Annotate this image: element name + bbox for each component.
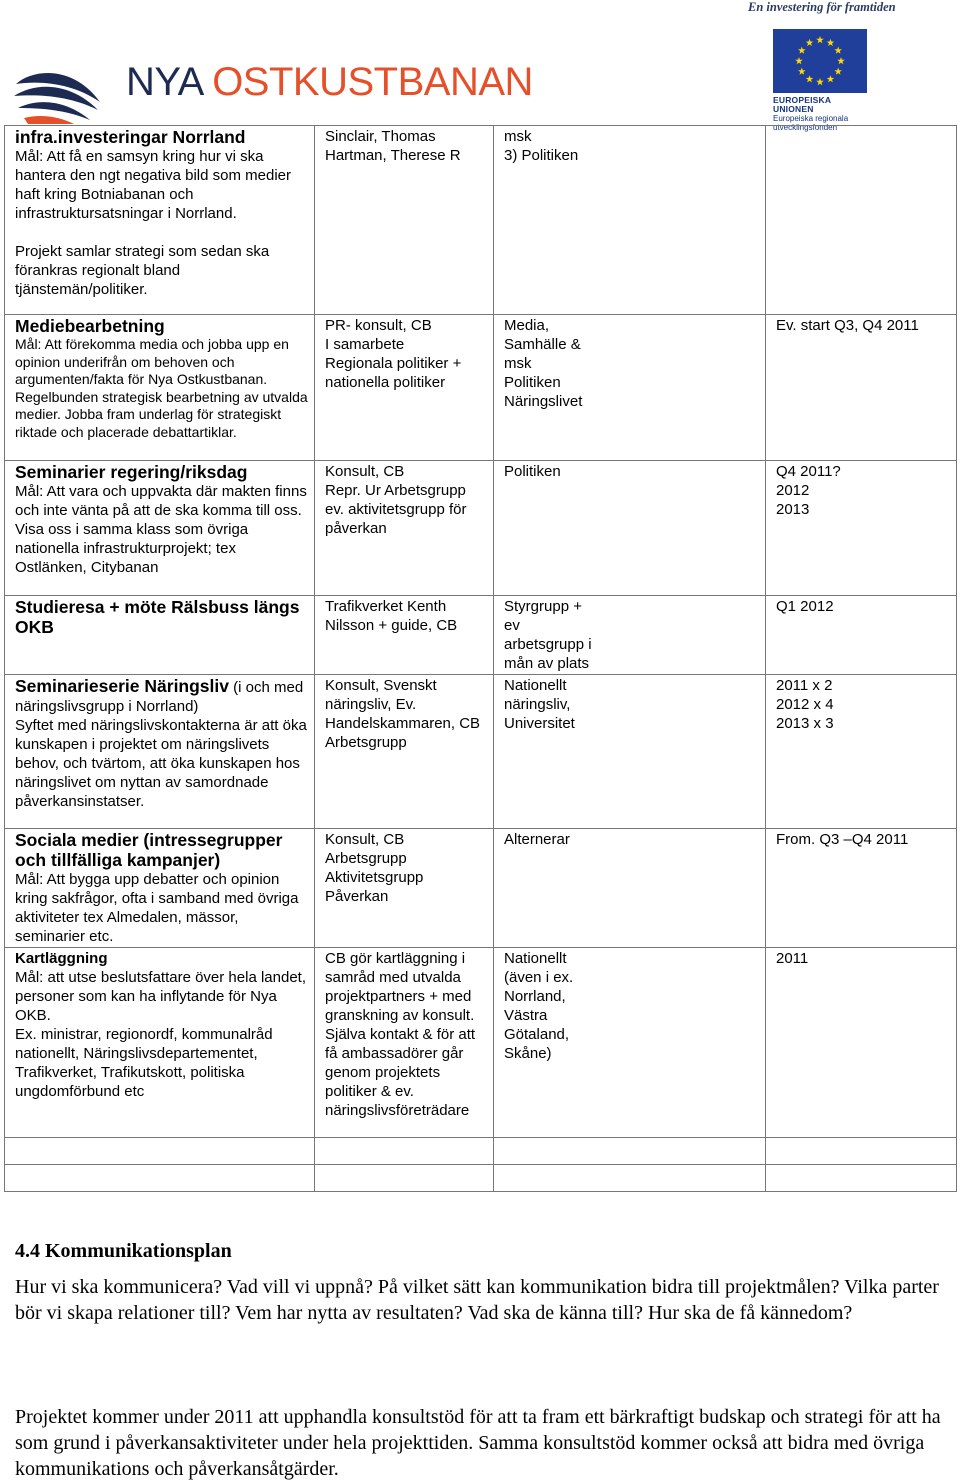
responsible-text: PR- konsult, CB I samarbete Regionala politiker + nationella politiker (325, 317, 462, 391)
train-logo-icon (14, 62, 104, 124)
responsible-text: Konsult, CB Repr. Ur Arbetsgrupp ev. aktivitetsgrupp för påverkan (325, 463, 467, 537)
timing-cell (766, 596, 957, 675)
activity-title: Seminarieserie Näringsliv (15, 676, 229, 696)
section-heading: 4.4 Kommunikationsplan (15, 1240, 232, 1262)
table-row (5, 315, 957, 461)
timing-cell (766, 315, 957, 461)
logo-wordmark-ostkustbanan: OSTKUSTBANAN (212, 60, 533, 104)
target-group-cell (494, 126, 766, 315)
activity-cell (5, 829, 315, 948)
target-group-text: Politiken (504, 463, 561, 480)
activity-title-suffix: (i och med näringslivsgrupp i Norrland) (15, 679, 304, 715)
section-paragraph-2: Projektet kommer under 2011 att upphandla konsultstöd för att ta fram ett bärkraftigt budskap och strategi för att ha som grund i påverkansaktiviteter under hela projekttiden. Samma konsultstöd kommer också att bidra med övriga kommunikations och påverkansåtgärder. (15, 1406, 941, 1480)
activity-description: Syftet med näringslivskontakterna är att öka kunskapen i projektet om näringslivets behov, och tvärtom, att öka kunskapen hos näringslivet om nyttan av samordnade påverkansinstatser. (15, 717, 307, 810)
timing-text: From. Q3 –Q4 2011 (776, 831, 909, 848)
activity-title: Mediebearbetning (15, 316, 165, 336)
target-group-cell (494, 315, 766, 461)
activity-description-extra: Projekt samlar strategi som sedan ska förankras regionalt bland tjänstemän/politiker. (15, 243, 270, 298)
empty-cell (494, 1138, 766, 1165)
target-group-text: Alternerar (504, 831, 570, 848)
activity-cell (5, 126, 315, 315)
timing-cell (766, 675, 957, 829)
empty-cell (315, 1138, 494, 1165)
table-row (5, 596, 957, 675)
table-row-empty (5, 1138, 957, 1165)
activity-title: Studieresa + möte Rälsbuss längs OKB (15, 597, 300, 637)
timing-text: 2011 x 2 2012 x 4 2013 x 3 (776, 677, 834, 732)
eu-tagline: En investering för framtiden (748, 0, 896, 14)
empty-cell (494, 1165, 766, 1192)
empty-cell (766, 1165, 957, 1192)
logo-wordmark-nya: NYA (126, 60, 213, 104)
responsible-text: Sinclair, Thomas Hartman, Therese R (325, 128, 461, 164)
timing-text: Q4 2011? 2012 2013 (776, 463, 841, 518)
table-row (5, 675, 957, 829)
activity-description: Mål: Att vara och uppvakta där makten finns och inte vänta på att de ska komma till oss. Visa oss i samma klass som övriga nationella infrastrukturprojekt; tex Ostlänken, Citybanan (15, 483, 307, 576)
activity-cell (5, 675, 315, 829)
eu-caption-line2: Europeiska regionala (773, 114, 849, 123)
table-row (5, 126, 957, 315)
responsible-cell (315, 126, 494, 315)
activity-title: Kartläggning (15, 950, 108, 967)
target-group-text: Media, Samhälle & msk Politiken Näringslivet (504, 317, 583, 410)
timing-cell (766, 829, 957, 948)
target-group-text: Nationellt (även i ex. Norrland, Västra Götaland, Skåne) (504, 950, 574, 1062)
page-header (0, 0, 960, 132)
timing-cell (766, 461, 957, 596)
activity-description-extra: Ex. ministrar, regionordf, kommunalråd nationellt, Näringslivsdepartementet, Trafikverket, Trafikutskott, politiska ungdomförbund etc (15, 1026, 273, 1100)
responsible-text: Trafikverket Kenth Nilsson + guide, CB (325, 598, 458, 634)
empty-cell (315, 1165, 494, 1192)
target-group-cell (494, 675, 766, 829)
activity-description: Mål: Att förekomma media och jobba upp en opinion underifrån om behoven och argumenten/fakta för Nya Ostkustbanan. Regelbunden strategisk bearbetning av utvalda medier. Jobba fram underlag för strategiskt riktade och placerade debattartiklar. (15, 336, 308, 440)
activity-table (4, 125, 957, 1192)
timing-text: Q1 2012 (776, 598, 834, 615)
empty-cell (5, 1138, 315, 1165)
responsible-text: Konsult, Svenskt näringsliv, Ev. Handelskammaren, CB Arbetsgrupp (325, 677, 481, 751)
responsible-text: CB gör kartläggning i samråd med utvalda projektpartners + med granskning av konsult. Själva kontakt & för att få ambassadörer går genom projektets politiker & ev. näringslivsföreträdare (325, 950, 476, 1119)
activity-title: Sociala medier (intressegrupper och tillfälliga kampanjer) (15, 830, 283, 870)
eu-caption-line3: utvecklingsfonden (773, 123, 838, 132)
responsible-cell (315, 948, 494, 1138)
activity-cell (5, 596, 315, 675)
activity-cell (5, 315, 315, 461)
target-group-text: Styrgrupp + ev arbetsgrupp i mån av plats (504, 598, 592, 672)
responsible-cell (315, 596, 494, 675)
table-row (5, 461, 957, 596)
table-row-empty (5, 1165, 957, 1192)
eu-caption-line1: EUROPEISKA UNIONEN (773, 95, 831, 114)
responsible-cell (315, 829, 494, 948)
eu-flag-icon (773, 29, 867, 93)
activity-description: Mål: Att få en samsyn kring hur vi ska hantera den ngt negativa bild som medier haft kring Botniabanan och infrastruktursatsningar i Norrland. (15, 148, 292, 222)
activity-description: Mål: att utse beslutsfattare över hela landet, personer som kan ha inflytande för Nya OKB. (15, 969, 306, 1024)
section-paragraph-1: Hur vi ska kommunicera? Vad vill vi uppnå? På vilket sätt kan kommunikation bidra till projektmålen? Vilka parter bör vi skapa relationer till? Vem har nytta av resultaten? Vad ska de känna till? Hur ska de få kännedom? (15, 1276, 939, 1324)
responsible-cell (315, 461, 494, 596)
responsible-text: Konsult, CB Arbetsgrupp Aktivitetsgrupp Påverkan (325, 831, 424, 905)
target-group-text: msk 3) Politiken (504, 128, 579, 164)
timing-cell (766, 948, 957, 1138)
activity-cell (5, 461, 315, 596)
timing-text: 2011 (776, 950, 809, 967)
responsible-cell (315, 315, 494, 461)
activity-description: Mål: Att bygga upp debatter och opinion kring sakfrågor, ofta i samband med övriga aktiviteter tex Almedalen, mässor, seminarier etc. (15, 871, 299, 945)
table-row (5, 948, 957, 1138)
target-group-cell (494, 948, 766, 1138)
target-group-cell (494, 829, 766, 948)
empty-cell (766, 1138, 957, 1165)
responsible-cell (315, 675, 494, 829)
activity-title: infra.investeringar Norrland (15, 127, 246, 147)
target-group-cell (494, 596, 766, 675)
target-group-text: Nationellt näringsliv, Universitet (504, 677, 575, 732)
target-group-cell (494, 461, 766, 596)
activity-cell (5, 948, 315, 1138)
logo-wordmark (126, 60, 533, 104)
timing-cell (766, 126, 957, 315)
activity-title: Seminarier regering/riksdag (15, 462, 248, 482)
empty-cell (5, 1165, 315, 1192)
table-row (5, 829, 957, 948)
timing-text: Ev. start Q3, Q4 2011 (776, 317, 919, 334)
